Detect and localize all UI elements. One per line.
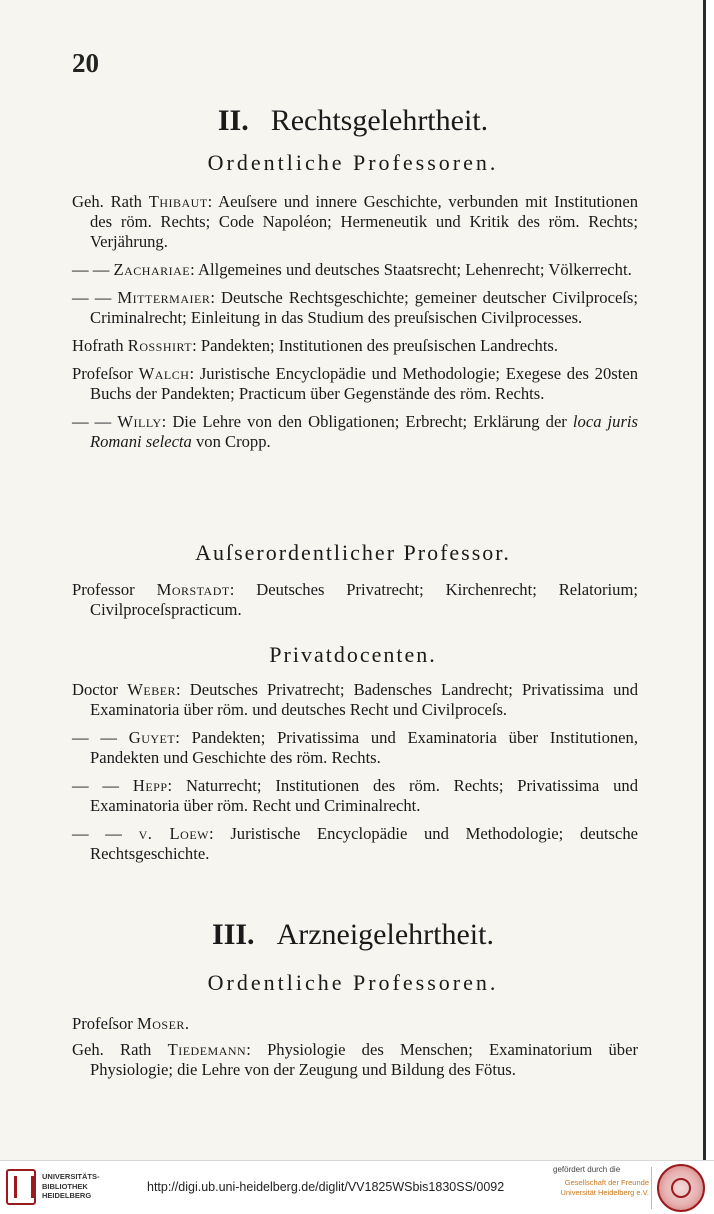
entry-rosshirt: Hofrath Rosshirt: Pandekten; Institutionen des preuſsischen Landrechts. [72,336,559,355]
professor-name: Guyet [128,728,176,747]
section-title-rechtsgelehrtheit [0,104,706,138]
professor-name: Morstadt [156,580,230,599]
section-numeral: II. [217,104,249,137]
permalink-url[interactable]: http://digi.ub.uni-heidelberg.de/diglit/VV1825WSbis1830SS/0092 [147,1180,505,1194]
professor-name: Walch [138,364,190,383]
entry-morstadt: Professor Morstadt: Deutsches Privatrecht; Kirchenrecht; Relatorium; Civilproceſspracticum. [72,580,638,619]
professor-name: Hepp [132,776,168,795]
section-title-arzneigelehrtheit [0,918,706,952]
footer-divider [651,1167,652,1209]
entry-hepp: — — Hepp: Naturrecht; Institutionen des röm. Rechts; Privatissima und Examinatoria über röm. Recht und Criminalrecht. [72,776,639,815]
professor-name: Tiedemann [167,1040,247,1059]
heading-ordentliche-professoren-medizin: Ordentliche Professoren. [207,970,499,995]
digitization-footer [0,1160,714,1214]
professor-name: Weber [127,680,177,699]
library-name: UNIVERSITÄTS- BIBLIOTHEK HEIDELBERG [42,1172,100,1200]
entry-weber: Doctor Weber: Deutsches Privatrecht; Badensches Landrecht; Privatissima und Examinatoria über röm. und deutsches Recht und Civilproceſs. [72,680,638,719]
professor-name: Mittermaier [117,288,211,307]
entries-ausserordentlicher-professor [72,580,638,620]
section-title-text: Arzneigelehrtheit. [276,918,494,951]
entry-guyet: — — Guyet: Pandekten; Privatissima und Examinatoria über Institutionen, Pandekten und Geschichte des röm. Rechts. [72,728,638,767]
heading-ausserordentlicher-professor: Auſserordentlicher Professor. [195,540,511,565]
entry-thibaut: Geh. Rath Thibaut: Aeuſsere und innere Geschichte, verbunden mit Institutionen des röm. Rechts; Code Napoléon; Hermeneutik und Kritik des röm. Rechts; Verjährung. [72,192,638,251]
entry-tiedemann: Geh. Rath Tiedemann: Physiologie des Menschen; Examinatorium über Physiologie; die Lehre von der Zeugung und Bildung des Fötus. [72,1040,638,1079]
university-seal-icon [657,1164,705,1212]
professor-name: v. Loew [138,824,210,843]
sponsor-credit: gefördert durch die Gesellschaft der Freunde Universität Heidelberg e.V. [553,1165,649,1197]
entry-willy: — — Willy: Die Lehre von den Obligationen; Erbrecht; Erklärung der loca juris Romani selecta von Cropp. [72,412,638,451]
entry-mittermaier: — — Mittermaier: Deutsche Rechtsgeschichte; gemeiner deutscher Civilproceſs; Criminalrecht; Einleitung in das Studium des preuſsischen Civilprocesses. [72,288,639,327]
library-logo-icon [6,1169,36,1205]
italic-latin-title: loca juris Romani selecta [90,412,638,451]
entries-ordentliche-professoren-recht [72,192,638,452]
page-number: 20 [72,48,99,78]
professor-name: Willy [117,412,162,431]
entry-zachariae: — — Zachariae: Allgemeines und deutsches Staatsrecht; Lehenrecht; Völkerrecht. [72,260,632,279]
entry-loew: — — v. Loew: Juristische Encyclopädie und Methodologie; deutsche Rechtsgeschichte. [72,824,639,863]
entry-walch: Profeſsor Walch: Juristische Encyclopädie und Methodologie; Exegese des 20sten Buchs der Pandekten; Practicum über Gegenstände des röm. Rechts. [72,364,639,403]
section-title-text: Rechtsgelehrtheit. [270,104,489,137]
professor-name: Zachariae [113,260,191,279]
professor-name: Thibaut [148,192,208,211]
heading-ordentliche-professoren: Ordentliche Professoren. [207,150,499,175]
heading-privatdocenten: Privatdocenten. [269,642,437,667]
entry-moser: Profeſsor Moser. [72,1014,190,1033]
professor-name: Moser. [137,1014,190,1033]
professor-name: Rosshirt [127,336,193,355]
entries-ordentliche-professoren-medizin [72,1014,638,1080]
section-numeral: III. [212,918,255,951]
entries-privatdocenten [72,680,638,864]
